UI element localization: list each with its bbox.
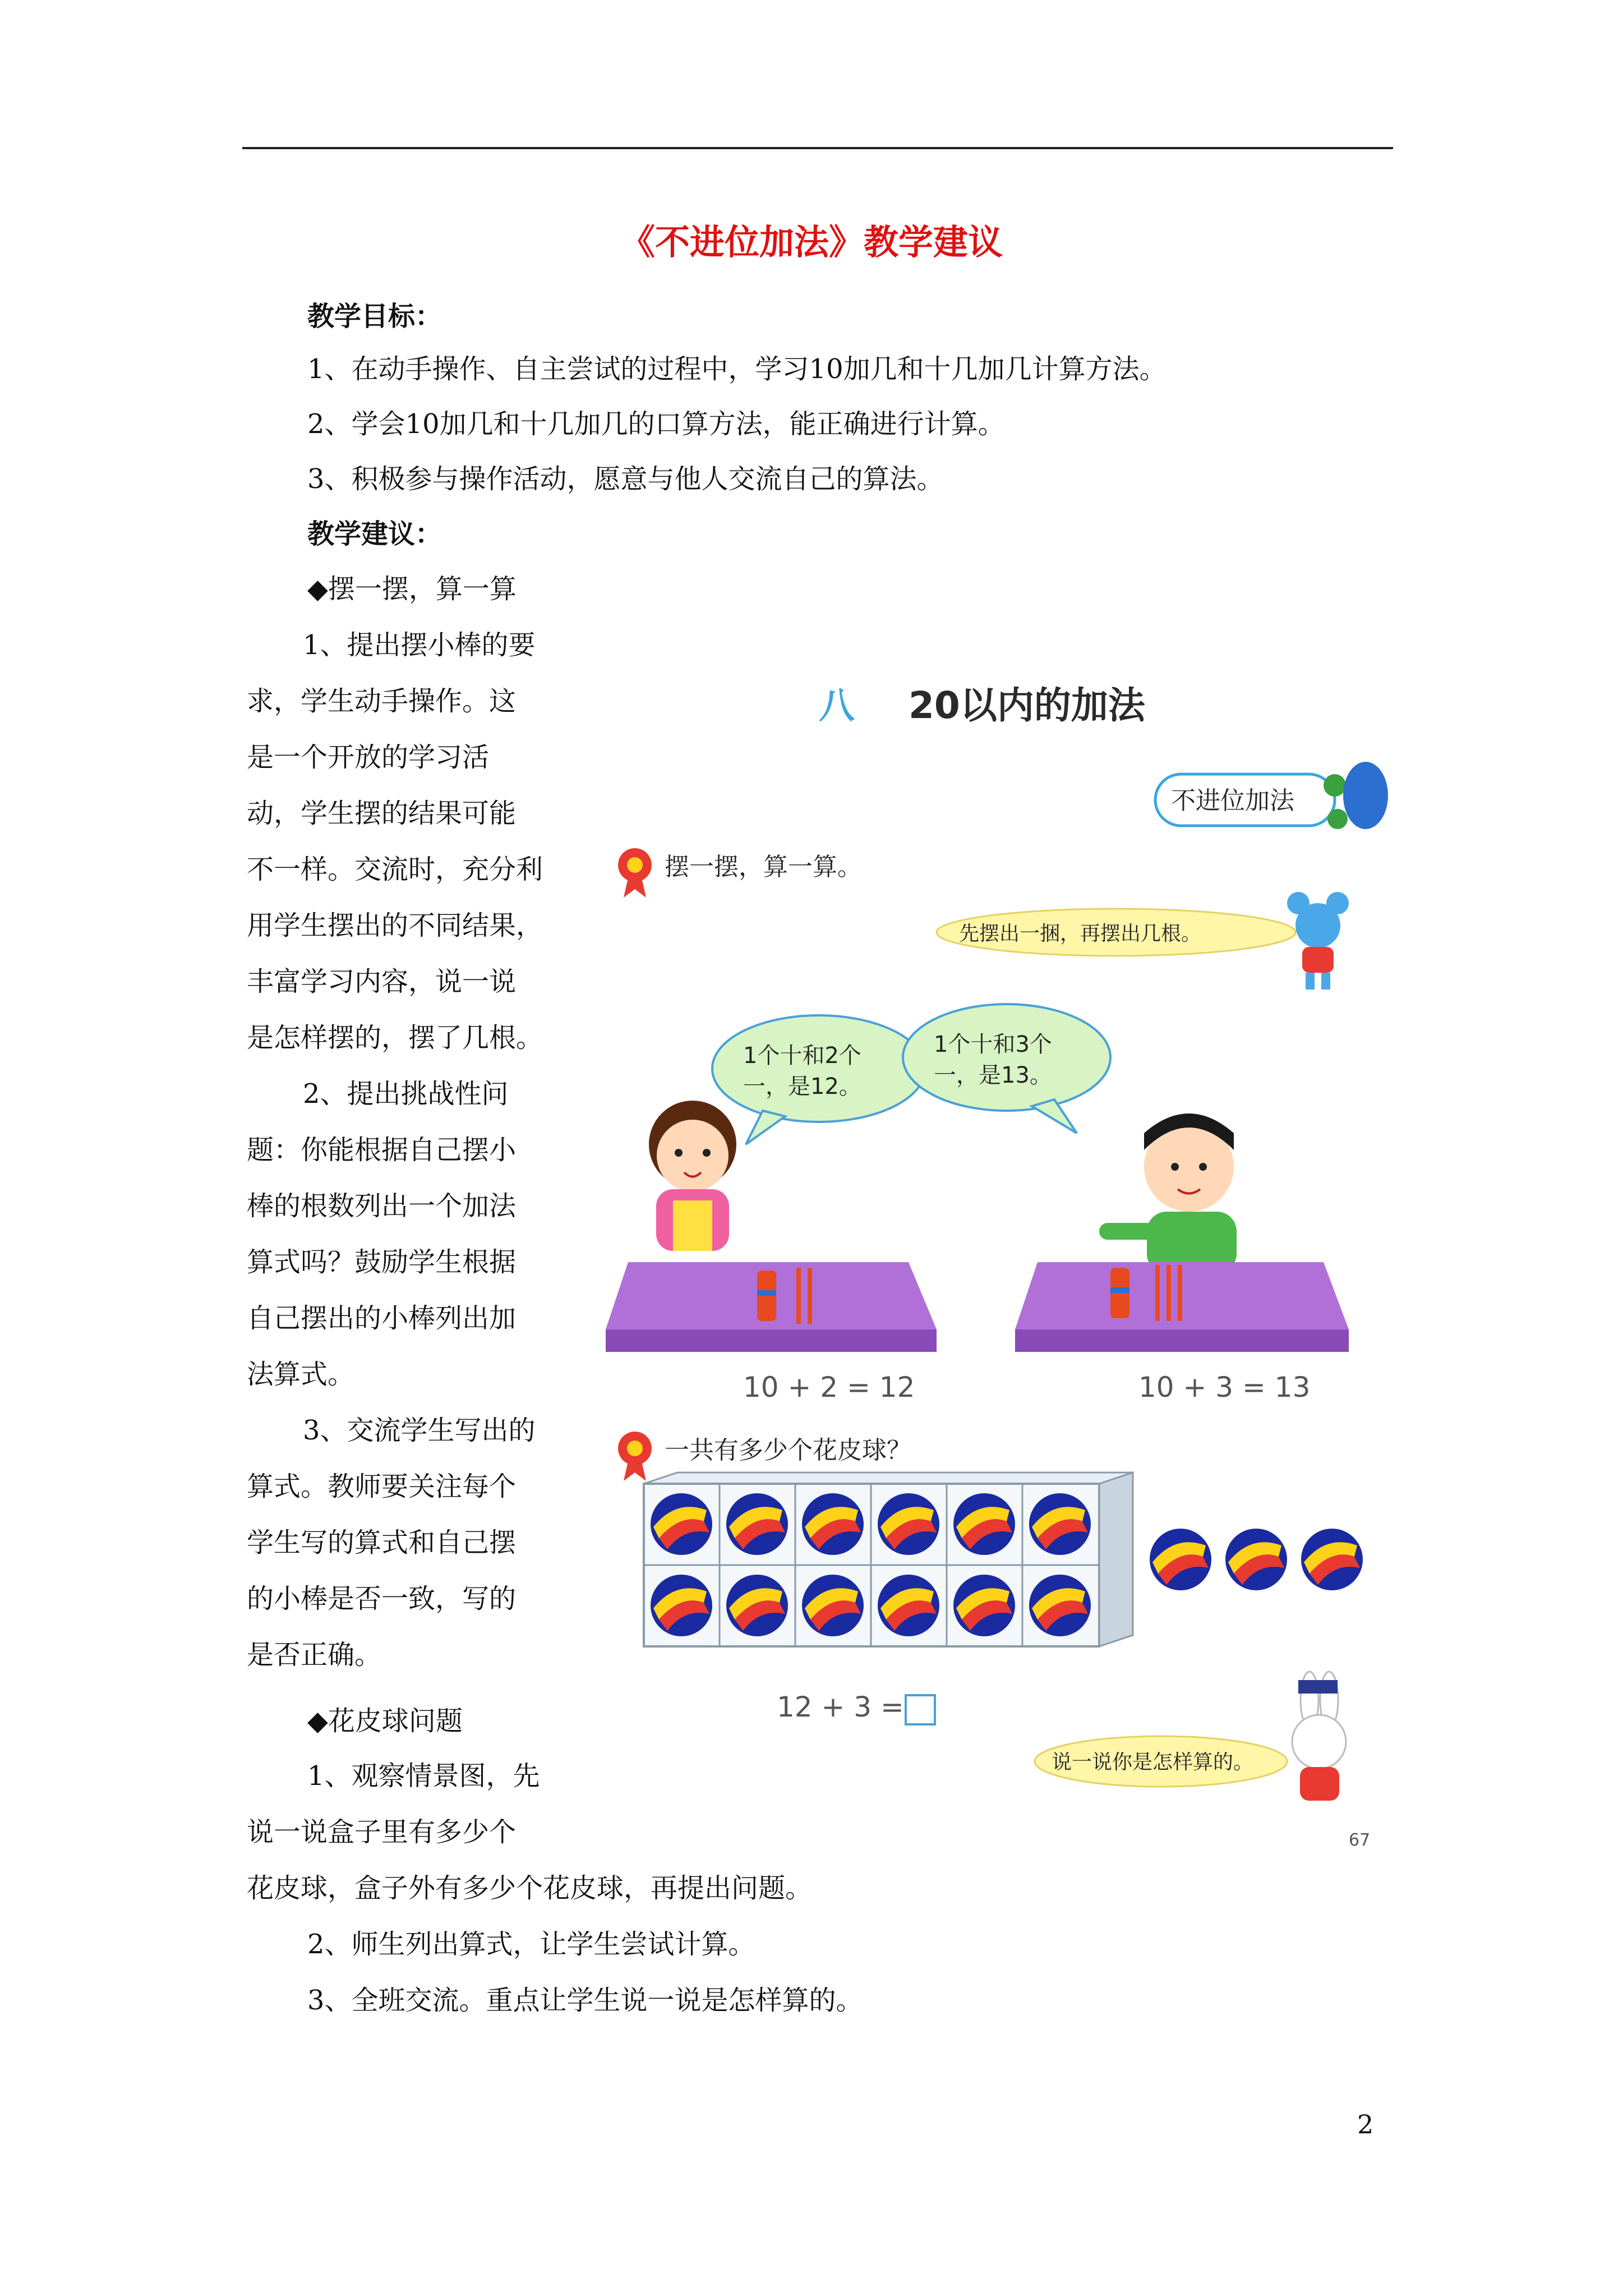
col-line: 自己摆出的小棒列出加 (247, 1303, 517, 1334)
ball-icon (1301, 1529, 1363, 1590)
girl-character (649, 1101, 736, 1251)
ball-icon (651, 1493, 712, 1555)
mouse-hint: 先摆出一捆，再摆出几根。 (959, 922, 1202, 945)
left-column-text (247, 617, 561, 1683)
topic-tag-label: 不进位加法 (1171, 786, 1294, 815)
girl-bubble-line-2: 一，是12。 (743, 1074, 861, 1099)
unit-title: 20以内的加法 (909, 684, 1145, 727)
rabbit-hint: 说一说你是怎样算的。 (1052, 1751, 1254, 1774)
col-line: 动，学生摆的结果可能 (247, 798, 517, 829)
task2-label: 一共有多少个花皮球？ (665, 1436, 911, 1465)
boy-character (1099, 1114, 1237, 1273)
goals-heading: 教学目标： (307, 301, 442, 332)
ball-icon (953, 1493, 1015, 1555)
suggest-heading: 教学建议： (307, 518, 442, 550)
col-line: 丰富学习内容，说一说 (247, 966, 517, 997)
equation-2: 10 + 3 = 13 (1138, 1371, 1311, 1404)
col-line: 用学生摆出的不同结果， (247, 910, 543, 941)
ball-icon (802, 1493, 864, 1555)
ball-icon (878, 1493, 939, 1555)
equation-1: 10 + 2 = 12 (743, 1371, 915, 1404)
flower-badge-icon (618, 848, 652, 898)
col-line: 1、提出摆小棒的要 (303, 629, 536, 661)
tail-line-3: 3、全班交流。重点让学生说一说是怎样算的。 (307, 1985, 863, 2016)
section-heading-2: ◆花皮球问题 (307, 1705, 463, 1737)
ball-icon (1029, 1575, 1091, 1636)
flower-badge-icon (618, 1432, 652, 1481)
ball-icon (1150, 1529, 1211, 1590)
ball-icon (726, 1575, 788, 1636)
col-line: 算式。教师要关注每个 (247, 1471, 517, 1502)
ball-icon (953, 1575, 1015, 1636)
col-line: 是怎样摆的，摆了几根。 (247, 1022, 543, 1053)
unit-number: 八 (819, 685, 855, 727)
ball-icon (1225, 1529, 1287, 1590)
col-line: 3、交流学生写出的 (303, 1415, 536, 1446)
book-page-number: 67 (1349, 1830, 1371, 1850)
ball-icon (1029, 1493, 1091, 1555)
single-stick-icon (1166, 1265, 1171, 1321)
textbook-illustration (594, 651, 1402, 1902)
col-line: 不一样。交流时，充分利 (247, 854, 543, 885)
mouse-device-icon (1343, 762, 1388, 829)
col-line: 算式吗？鼓励学生根据 (247, 1246, 517, 1278)
rabbit-character (1292, 1672, 1346, 1801)
goal-item-3: 3、积极参与操作活动，愿意与他人交流自己的算法。 (307, 463, 944, 495)
col-line: 棒的根数列出一个加法 (247, 1190, 517, 1222)
goal-item-1: 1、在动手操作、自主尝试的过程中，学习10加几和十几加几计算方法。 (307, 353, 1166, 385)
equation-3: 12 + 3 = (777, 1691, 904, 1723)
task1-label: 摆一摆，算一算。 (665, 853, 862, 881)
girl-bubble-line-1: 1个十和2个 (743, 1043, 861, 1069)
col-line: 是否正确。 (247, 1639, 382, 1671)
boy-bubble-line-2: 一，是13。 (934, 1062, 1052, 1088)
goal-item-2: 2、学会10加几和十几加几的口算方法，能正确进行计算。 (307, 408, 1005, 440)
answer-box (906, 1695, 935, 1724)
page-number: 2 (1357, 2109, 1374, 2139)
single-stick-icon (1155, 1265, 1160, 1321)
boy-bubble-line-1: 1个十和3个 (934, 1032, 1052, 1057)
ball-icon (726, 1493, 788, 1555)
col-line: 题：你能根据自己摆小 (247, 1134, 517, 1166)
col-line: 的小棒是否一致，写的 (247, 1583, 517, 1614)
col-line: 学生写的算式和自己摆 (247, 1527, 517, 1558)
girl-speech-bubble (712, 1015, 925, 1144)
single-stick-icon (1178, 1265, 1182, 1321)
col-line: 是一个开放的学习活 (247, 742, 490, 773)
boy-speech-bubble (903, 1004, 1110, 1133)
blue-mouse-character (1287, 892, 1349, 990)
ball-icon (878, 1575, 939, 1636)
ball-icon (802, 1575, 864, 1636)
tail-line-1: 花皮球，盒子外有多少个花皮球，再提出问题。 (247, 1872, 813, 1904)
left-desk (606, 1262, 937, 1352)
textbook-page-image (594, 651, 1402, 1902)
single-stick-icon (796, 1268, 801, 1324)
right-desk (1015, 1262, 1349, 1352)
document-title: 《不进位加法》教学建议 (620, 222, 1003, 263)
topic-tag (1155, 762, 1388, 829)
col-line: 2、提出挑战性问 (303, 1078, 509, 1110)
phone-icon (1324, 774, 1346, 797)
col2-line-1: 1、观察情景图，先 (307, 1760, 540, 1792)
header-rule (242, 147, 1393, 149)
ball-icon (651, 1575, 712, 1636)
section-heading-1: ◆摆一摆，算一算 (307, 573, 517, 605)
col2-line-2: 说一说盒子里有多少个 (247, 1816, 517, 1848)
col-line: 法算式。 (247, 1359, 355, 1390)
single-stick-icon (808, 1268, 812, 1324)
col-line: 求，学生动手操作。这 (247, 685, 517, 717)
tail-line-2: 2、师生列出算式，让学生尝试计算。 (307, 1929, 755, 1960)
